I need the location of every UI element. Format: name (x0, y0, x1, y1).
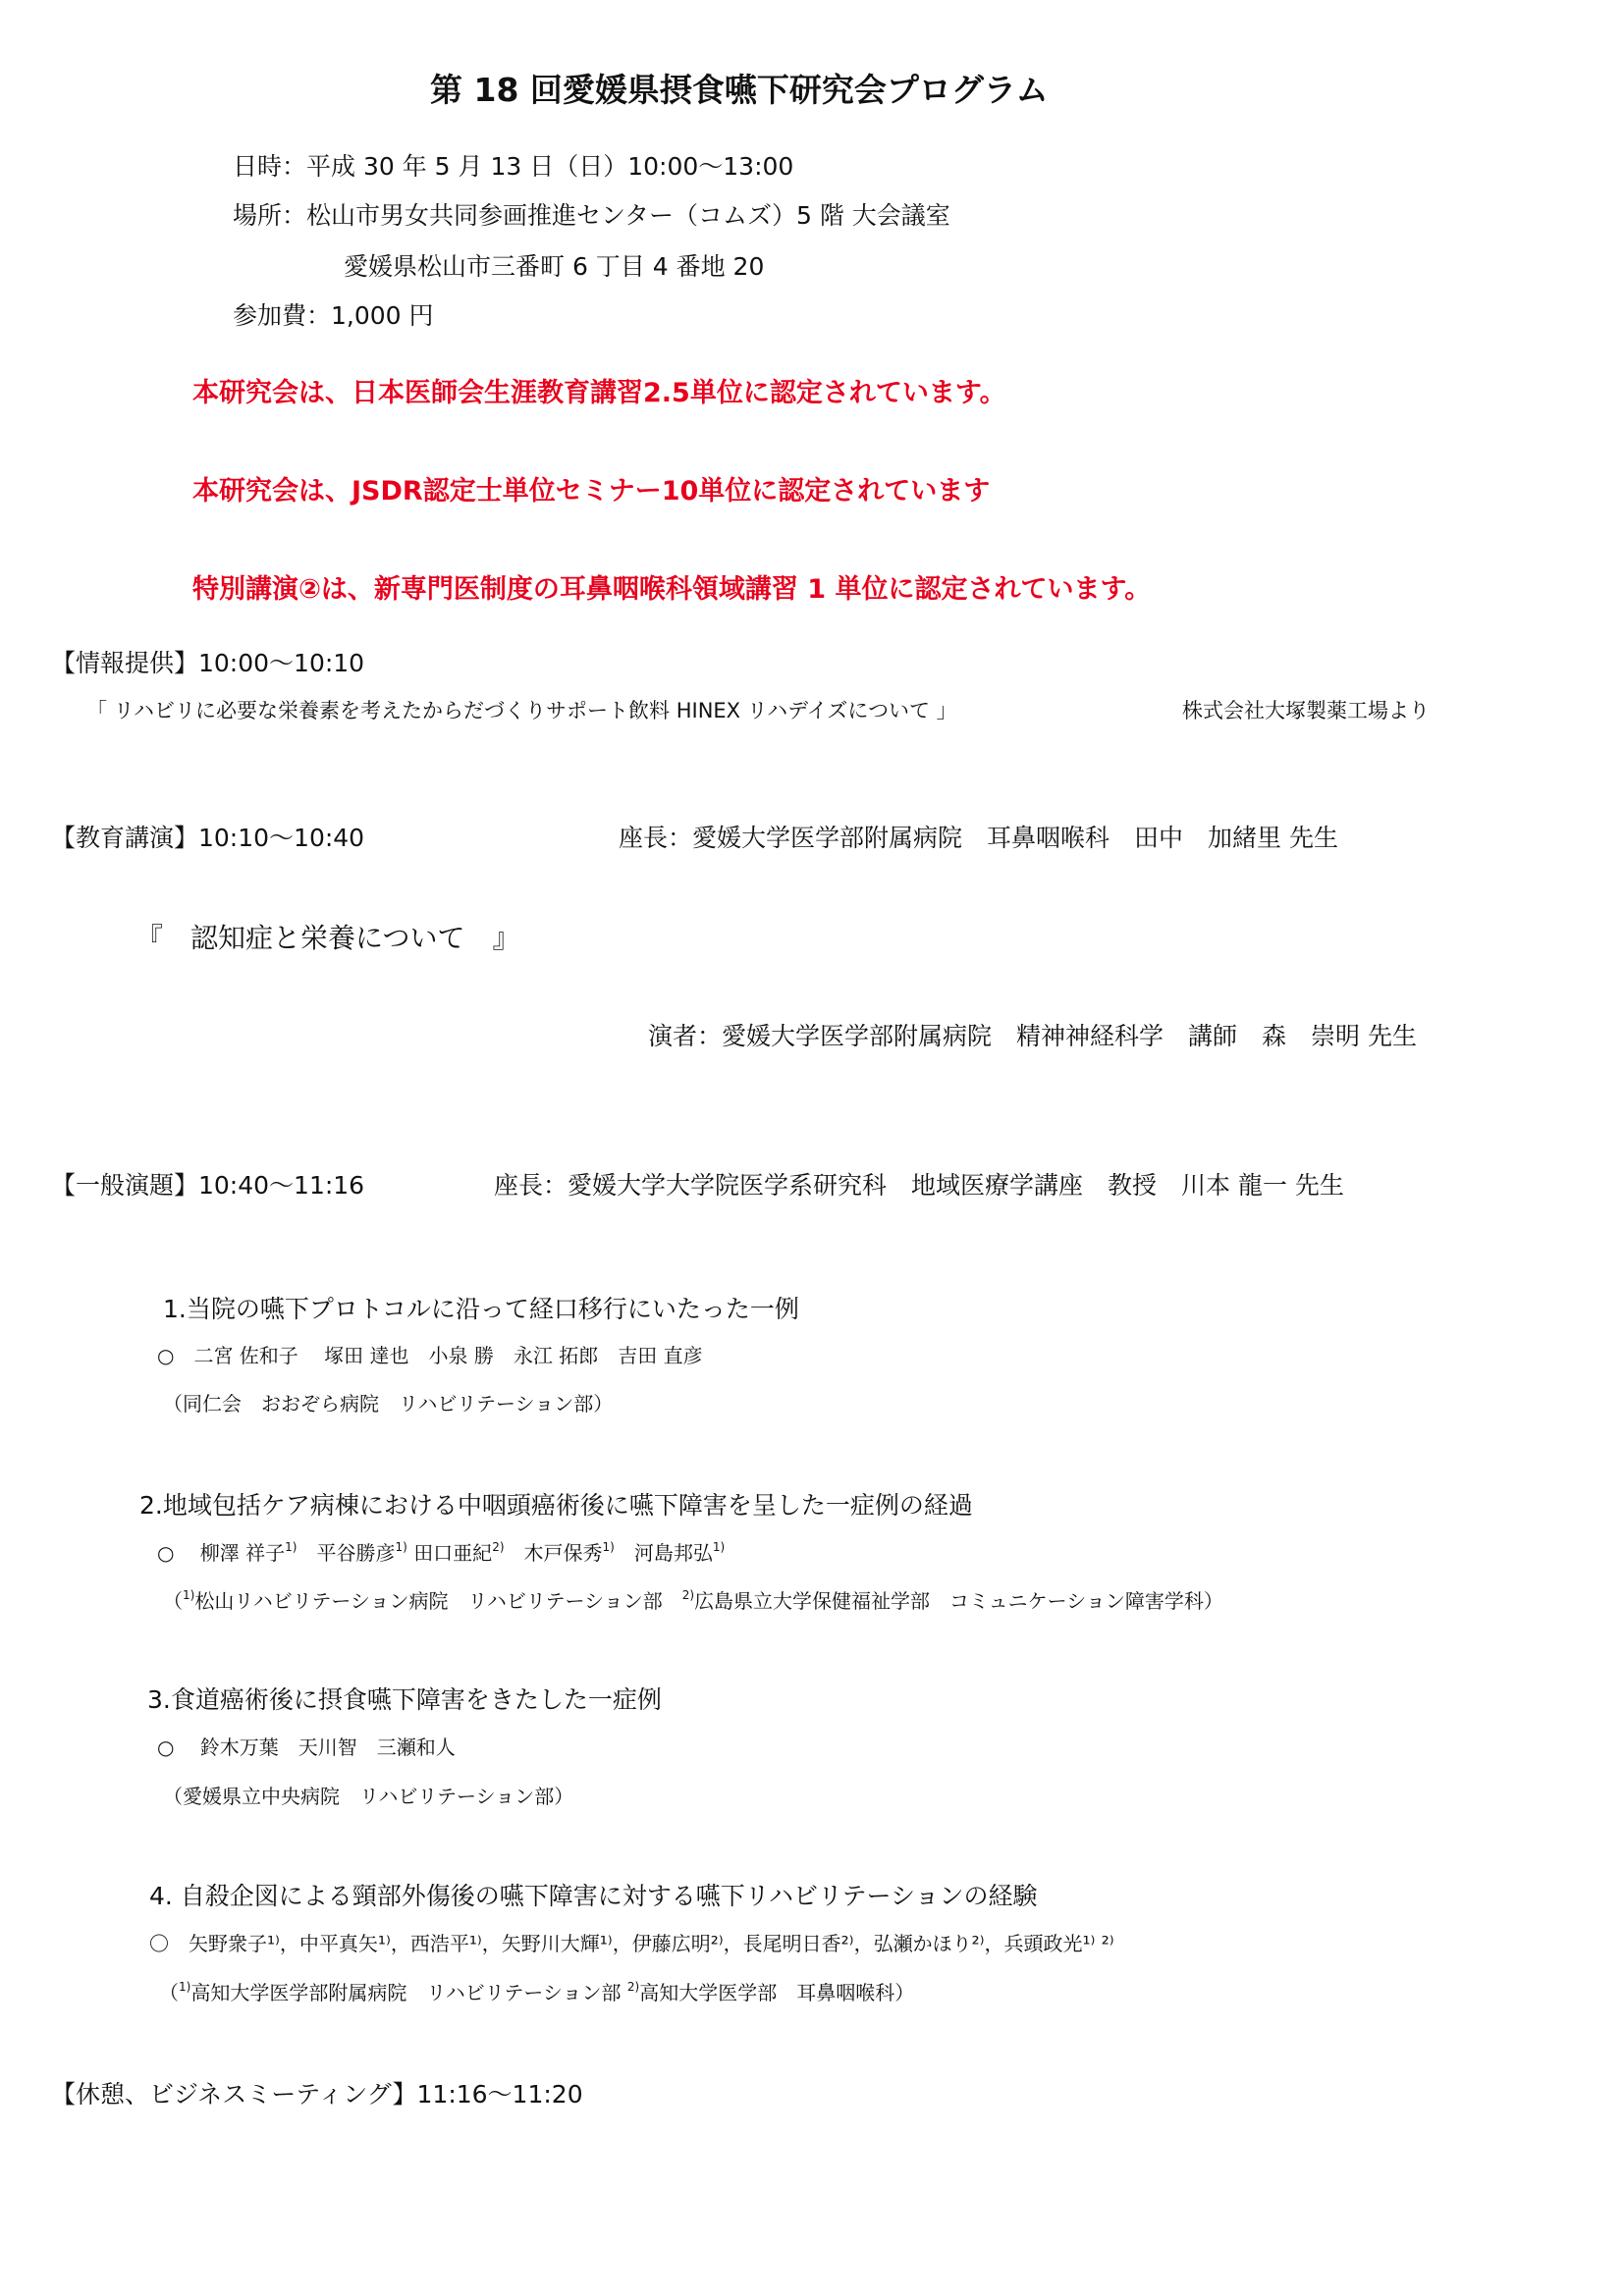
education-chair: 座長：愛媛大学医学部附属病院 耳鼻咽喉科 田中 加緒里 先生 (619, 824, 1338, 852)
education-heading: 【教育講演】10:10～10:40 (51, 824, 365, 852)
event-place: 場所：松山市男女共同参画推進センター（コムズ）5 階 大会議室 (233, 201, 950, 230)
case-2-title: 2.地域包括ケア病棟における中咽頭癌術後に嚥下障害を呈した一症例の経過 (139, 1491, 973, 1520)
case-1-authors: ○ 二宮 佐和子 塚田 達也 小泉 勝 永江 拓郎 吉田 直彦 (157, 1344, 703, 1367)
notice-jsdr-credit: 本研究会は、JSDR認定士単位セミナー10単位に認定されています (192, 476, 991, 507)
case-3-title: 3.食道癌術後に摂食嚥下障害をきたした一症例 (147, 1685, 662, 1714)
notice-cme-credit: 本研究会は、日本医師会生涯教育講習2.5単位に認定されています。 (192, 378, 1006, 408)
case-4-title: 4. 自殺企図による頸部外傷後の嚥下障害に対する嚥下リハビリテーションの経験 (149, 1882, 1038, 1910)
notice-ent-credit: 特別講演②は、新専門医制度の耳鼻咽喉科領域講習 1 単位に認定されています。 (192, 574, 1152, 605)
break-heading: 【休憩、ビジネスミーティング】11:16～11:20 (51, 2080, 583, 2109)
info-session-heading: 【情報提供】10:00～10:10 (51, 649, 365, 677)
case-2-authors: ○ 柳澤 祥子$^{1)}$ 平谷勝彦$^{1)}$ 田口亜紀$^{2)}$ 木戸保秀$^{1)}$ 河島邦弘$^{1)}$ (157, 1540, 726, 1565)
case-1-title: 1.当院の嚥下プロトコルに沿って経口移行にいたった一例 (163, 1295, 799, 1323)
event-address: 愛媛県松山市三番町 6 丁目 4 番地 20 (344, 252, 765, 281)
event-datetime: 日時：平成 30 年 5 月 13 日（日）10:00～13:00 (233, 152, 794, 181)
case-3-authors: ○ 鈴木万葉 天川智 三瀬和人 (157, 1735, 456, 1759)
education-speaker: 演者：愛媛大学医学部附属病院 精神神経科学 講師 森 崇明 先生 (648, 1022, 1417, 1050)
event-fee: 参加費：1,000 円 (233, 301, 434, 330)
case-3-affiliation: （愛媛県立中央病院 リハビリテーション部） (163, 1785, 574, 1808)
education-talk-title: 『 認知症と栄養について 』 (135, 922, 520, 954)
general-heading: 【一般演題】10:40～11:16 (51, 1171, 365, 1200)
page-title: 第 18 回愛媛県摂食嚥下研究会プログラム (430, 71, 1049, 109)
case-4-authors: 〇 矢野衆子¹⁾，中平真矢¹⁾，西浩平¹⁾，矢野川大輝¹⁾，伊藤広明²⁾，長尾明日香²⁾，弘瀬かほり²⁾，兵頭政光¹⁾ ²⁾ (149, 1932, 1114, 1955)
case-1-affiliation: （同仁会 おおぞら病院 リハビリテーション部） (163, 1392, 614, 1415)
general-chair: 座長：愛媛大学大学院医学系研究科 地域医療学講座 教授 川本 龍一 先生 (494, 1171, 1344, 1200)
case-4-affiliation: （$^{1)}$高知大学医学部附属病院 リハビリテーション部 $^{2)}$高知大学医学部 耳鼻咽喉科） (159, 1980, 915, 2004)
info-session-topic: 「 リハビリに必要な栄養素を考えたからだづくりサポート飲料 HINEX リハデイズについて 」 (86, 699, 957, 722)
case-2-affiliation: （$^{1)}$松山リハビリテーション病院 リハビリテーション部 $^{2)}$広島県立大学保健福祉学部 コミュニケーション障害学科） (163, 1588, 1223, 1613)
info-session-sponsor: 株式会社大塚製薬工場より (1182, 699, 1430, 722)
